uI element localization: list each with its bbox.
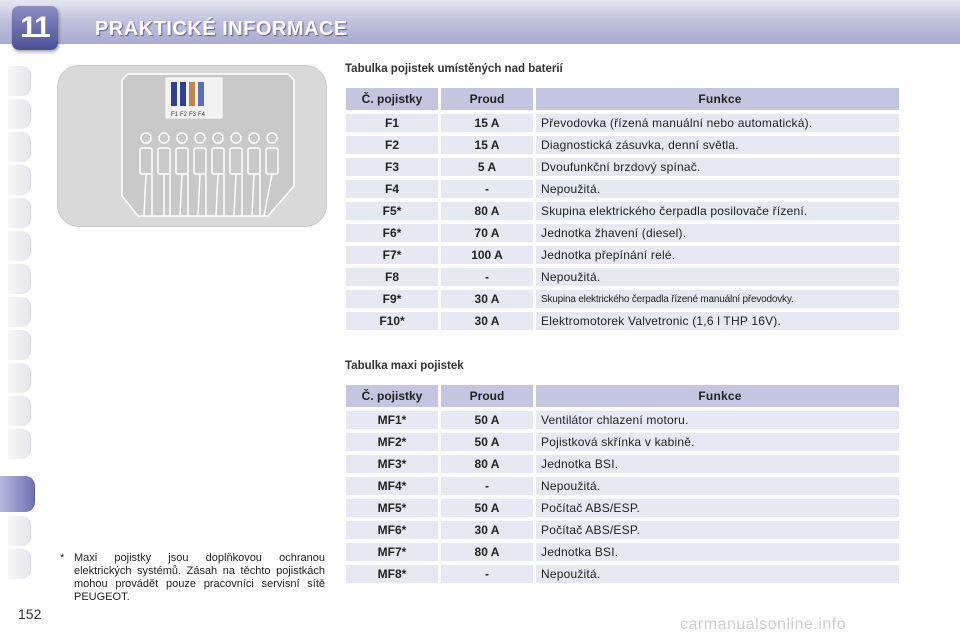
fuse-f3 xyxy=(189,82,195,106)
fuse-number: F4 xyxy=(346,180,438,198)
table-row xyxy=(346,477,899,495)
battery-fuse-table xyxy=(343,84,902,334)
fuse-function: Pojistková skřínka v kabině. xyxy=(536,433,899,451)
fuse-number: MF7* xyxy=(346,543,438,561)
fuse-number: MF8* xyxy=(346,565,438,583)
fuse-number: F3 xyxy=(346,158,438,176)
page-title: PRAKTICKÉ INFORMACE xyxy=(95,18,348,40)
fuse-current: 5 A xyxy=(441,158,533,176)
chapter-badge: 11 xyxy=(12,6,58,50)
fuse-number: MF5* xyxy=(346,499,438,517)
fuse-f4 xyxy=(198,82,204,106)
fuse-function: Elektromotorek Valvetronic (1,6 l THP 16V). xyxy=(536,312,899,330)
fuse-function: Diagnostická zásuvka, denní světla. xyxy=(536,136,899,154)
fuse-current: 30 A xyxy=(441,521,533,539)
fuse-function: Jednotka přepínání relé. xyxy=(536,246,899,264)
table-row xyxy=(346,312,899,330)
battery-table-title: Tabulka pojistek umístěných nad baterií xyxy=(345,63,563,75)
fuse-current: - xyxy=(441,268,533,286)
fuse-current: 30 A xyxy=(441,312,533,330)
fuse-current: 50 A xyxy=(441,433,533,451)
chapter-tab[interactable] xyxy=(8,429,31,459)
fuse-current: 70 A xyxy=(441,224,533,242)
fuse-function: Jednotka BSI. xyxy=(536,543,899,561)
fuse-function: Dvoufunkční brzdový spínač. xyxy=(536,158,899,176)
fuse-function: Jednotka BSI. xyxy=(536,455,899,473)
chapter-tab[interactable] xyxy=(8,297,31,327)
column-header-fuse-number: Č. pojistky xyxy=(346,88,438,110)
table-header-row xyxy=(346,385,899,407)
watermark: carmanualsonline.info xyxy=(680,616,847,633)
chapter-tab[interactable] xyxy=(8,549,31,579)
fuse-current: - xyxy=(441,565,533,583)
footnote xyxy=(60,552,325,604)
fuse-number: MF6* xyxy=(346,521,438,539)
maxi-fuse-table xyxy=(343,381,902,587)
table-header-row xyxy=(346,88,899,110)
fuse-function: Nepoužitá. xyxy=(536,180,899,198)
fuse-number: F9* xyxy=(346,290,438,308)
fuse-current: 15 A xyxy=(441,136,533,154)
fuse-box-diagram xyxy=(57,65,327,227)
fuse-function: Počítač ABS/ESP. xyxy=(536,521,899,539)
table-row xyxy=(346,268,899,286)
table-row xyxy=(346,455,899,473)
fuse-number: MF3* xyxy=(346,455,438,473)
table-row xyxy=(346,136,899,154)
page-number: 152 xyxy=(18,606,42,622)
fuse-current: 15 A xyxy=(441,114,533,132)
chapter-tab[interactable] xyxy=(8,396,31,426)
column-header-function: Funkce xyxy=(536,88,899,110)
fuse-number: F10* xyxy=(346,312,438,330)
chapter-tab[interactable] xyxy=(8,516,31,546)
table-row xyxy=(346,543,899,561)
table-row xyxy=(346,565,899,583)
column-header-current: Proud xyxy=(441,385,533,407)
table-row xyxy=(346,158,899,176)
fuse-label-f1: F1 xyxy=(171,112,179,118)
fuse-number: F8 xyxy=(346,268,438,286)
column-header-current: Proud xyxy=(441,88,533,110)
table-row xyxy=(346,180,899,198)
fuse-number: F7* xyxy=(346,246,438,264)
table-row xyxy=(346,114,899,132)
column-header-fuse-number: Č. pojistky xyxy=(346,385,438,407)
chapter-tab[interactable] xyxy=(8,132,31,162)
fuse-number: MF4* xyxy=(346,477,438,495)
fuse-current: 30 A xyxy=(441,290,533,308)
footnote-text: Maxi pojistky jsou doplňkovou ochranou elektrických systémů. Zásah na těchto pojistkách mohou provádět pouze pracovníci servisní sítě PEUGEOT. xyxy=(74,552,325,603)
fuse-function: Počítač ABS/ESP. xyxy=(536,499,899,517)
column-header-function: Funkce xyxy=(536,385,899,407)
fuse-function: Nepoužitá. xyxy=(536,477,899,495)
table-row xyxy=(346,290,899,308)
fuse-number: F6* xyxy=(346,224,438,242)
fuse-current: 50 A xyxy=(441,499,533,517)
fuse-function: Skupina elektrického čerpadla řízené manuální převodovky. xyxy=(536,290,899,308)
chapter-tab[interactable] xyxy=(8,231,31,261)
fuse-number: MF1* xyxy=(346,411,438,429)
table-row xyxy=(346,521,899,539)
fuse-label-f4: F4 xyxy=(198,112,206,118)
maxi-table-title: Tabulka maxi pojistek xyxy=(345,360,464,372)
fuse-box-illustration xyxy=(58,66,326,226)
fuse-number: MF2* xyxy=(346,433,438,451)
fuse-current: 80 A xyxy=(441,455,533,473)
fuse-label-f2: F2 xyxy=(180,112,188,118)
chapter-tab[interactable] xyxy=(8,99,31,129)
fuse-current: 80 A xyxy=(441,202,533,220)
chapter-tab[interactable] xyxy=(8,198,31,228)
footnote-marker: * xyxy=(60,552,65,564)
chapter-tab[interactable] xyxy=(8,330,31,360)
fuse-current: - xyxy=(441,477,533,495)
fuse-current: 80 A xyxy=(441,543,533,561)
fuse-number: F5* xyxy=(346,202,438,220)
fuse-current: 100 A xyxy=(441,246,533,264)
fuse-label-f3: F3 xyxy=(189,112,197,118)
table-row xyxy=(346,433,899,451)
fuse-f1 xyxy=(171,82,177,106)
fuse-number: F2 xyxy=(346,136,438,154)
table-row xyxy=(346,411,899,429)
table-row xyxy=(346,224,899,242)
chapter-tab[interactable] xyxy=(8,363,31,393)
fuse-function: Nepoužitá. xyxy=(536,565,899,583)
fuse-current: 50 A xyxy=(441,411,533,429)
fuse-function: Nepoužitá. xyxy=(536,268,899,286)
fuse-f2 xyxy=(180,82,186,106)
chapter-tabs xyxy=(0,66,34,576)
fuse-function: Skupina elektrického čerpadla posilovače řízení. xyxy=(536,202,899,220)
table-row xyxy=(346,202,899,220)
chapter-tab-active[interactable] xyxy=(0,476,35,512)
fuse-function: Jednotka žhavení (diesel). xyxy=(536,224,899,242)
fuse-current: - xyxy=(441,180,533,198)
fuse-number: F1 xyxy=(346,114,438,132)
chapter-tab[interactable] xyxy=(8,264,31,294)
chapter-tab[interactable] xyxy=(8,165,31,195)
fuse-function: Převodovka (řízená manuální nebo automatická). xyxy=(536,114,899,132)
table-row xyxy=(346,246,899,264)
table-row xyxy=(346,499,899,517)
chapter-tab[interactable] xyxy=(8,66,31,96)
fuse-function: Ventilátor chlazení motoru. xyxy=(536,411,899,429)
